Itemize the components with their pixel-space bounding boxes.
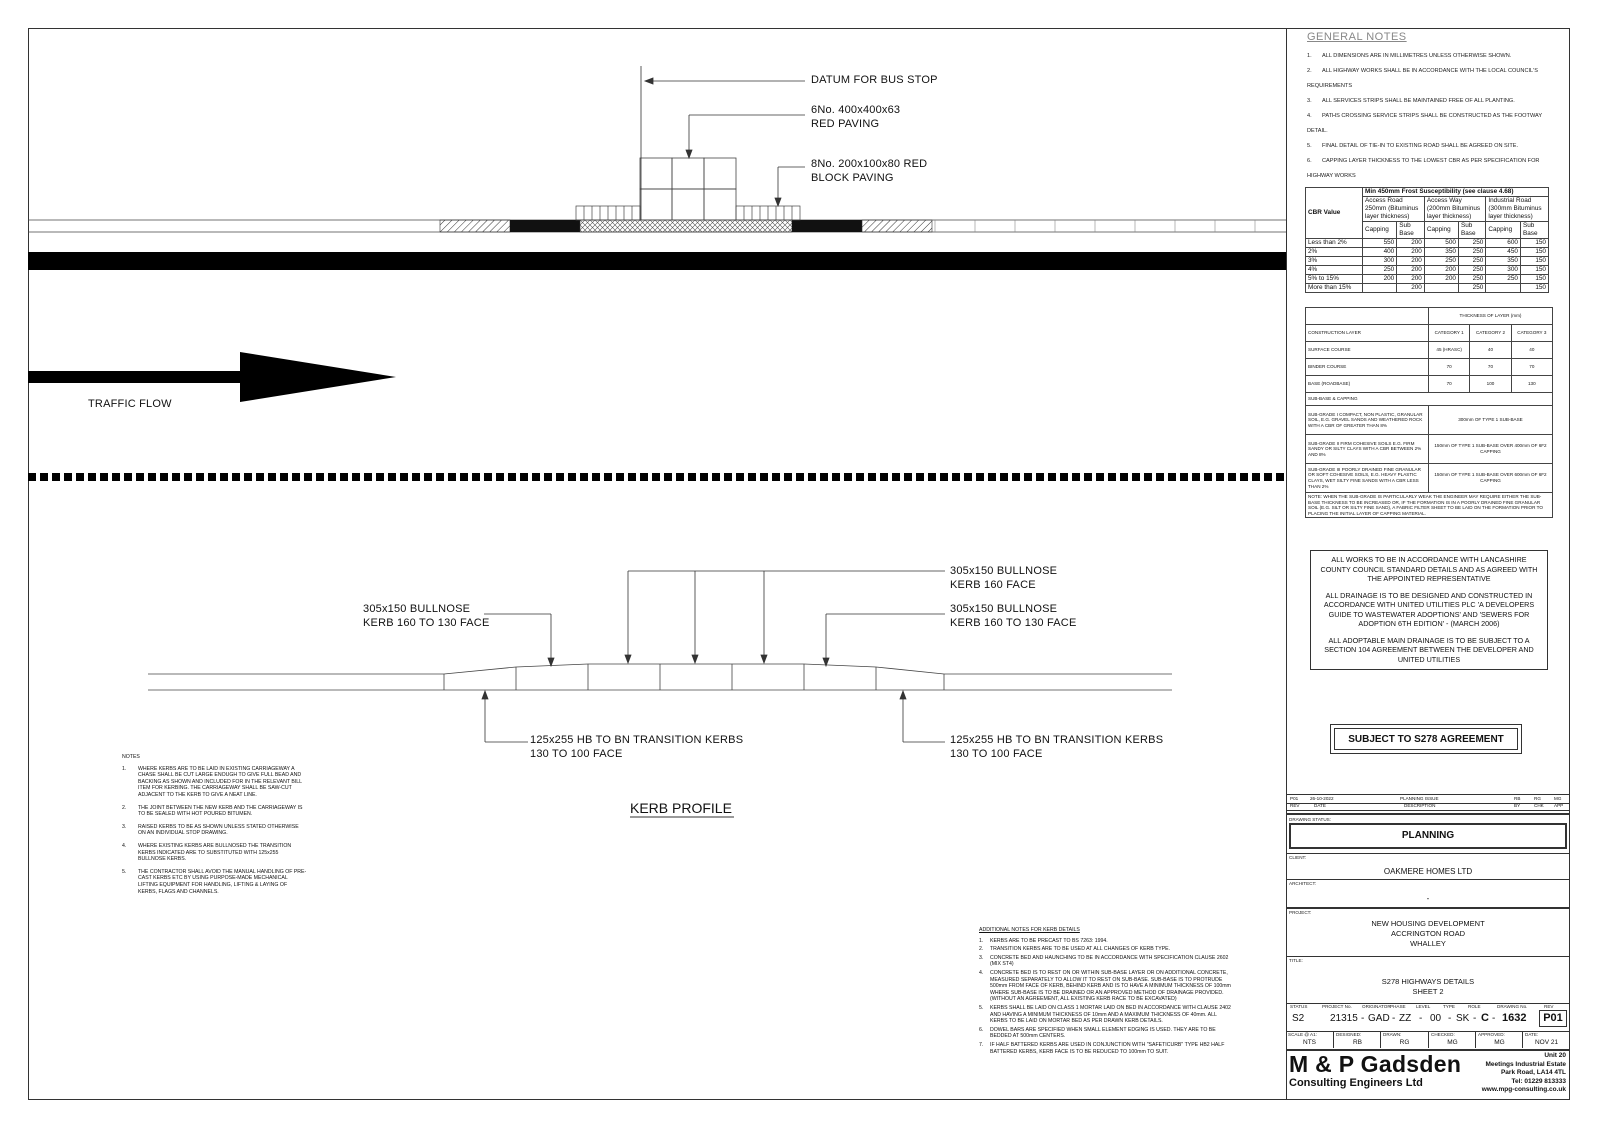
thickness-note-row — [1306, 493, 1553, 518]
cbr-subhead: Capping — [1486, 222, 1521, 239]
layer-name: BASE (ROADBASE) — [1306, 376, 1429, 393]
cbr-cell: 150 — [1520, 275, 1548, 284]
kerb-right-label: 305x150 BULLNOSE KERB 160 TO 130 FACE — [950, 603, 1077, 629]
cbr-cell: 200 — [1397, 257, 1425, 266]
general-note-item — [1307, 139, 1557, 154]
meta-header: SCALE @ A1: — [1288, 1032, 1317, 1037]
meta-value: RB — [1352, 1039, 1363, 1046]
subgrade-row — [1306, 435, 1553, 464]
construction-layer-header: CONSTRUCTION LAYER — [1306, 325, 1429, 342]
code-header: PROJECT No. — [1322, 1004, 1352, 1009]
kerb-top-label: 305x150 BULLNOSE KERB 160 FACE — [950, 565, 1058, 591]
cbr-cell: 200 — [1397, 266, 1425, 275]
layer-value: 40 — [1511, 342, 1552, 359]
cbr-group-header: Access Way (200mm Bituminus layer thickness) — [1424, 197, 1485, 222]
cbr-row-header: CBR Value — [1306, 188, 1363, 239]
category-header: CATEGORY 1 — [1429, 325, 1470, 342]
note-text: CAPPING LAYER THICKNESS TO THE LOWEST CBR AS PER SPECIFICATION FOR HIGHWAY WORKS — [1307, 158, 1540, 179]
note-text: WHERE EXISTING KERBS ARE BULLNOSED THE TRANSITION KERBS INDICATED ARE TO SUBSTITUTED WITH 125x255 BULLNOSE KERBS. — [138, 842, 292, 863]
thickness-header: THICKNESS OF LAYER (mm) — [1429, 308, 1553, 325]
revision-table — [1286, 794, 1570, 810]
cbr-value: 5% to 15% — [1306, 275, 1363, 284]
note-item — [122, 843, 307, 863]
layer-value: 45 (HRASC) — [1429, 342, 1470, 359]
cbr-cell: 450 — [1486, 248, 1521, 257]
cbr-value: 4% — [1306, 266, 1363, 275]
note-number: 2. — [979, 946, 984, 953]
layer-value: 40 — [1470, 342, 1511, 359]
cbr-cell: 250 — [1458, 275, 1485, 284]
traffic-flow-arrow — [28, 352, 396, 402]
cbr-row — [1306, 239, 1549, 248]
drawing-title: S278 HIGHWAYS DETAILS SHEET 2 — [1381, 977, 1475, 996]
transition-right-label: 125x255 HB TO BN TRANSITION KERBS 130 TO 100 FACE — [950, 734, 1164, 760]
note-number: 4. — [979, 969, 984, 976]
kerb-profile-title: KERB PROFILE — [630, 800, 732, 816]
note-text: ALL SERVICES STRIPS SHALL BE MAINTAINED FREE OF ALL PLANTING. — [1322, 98, 1515, 104]
meta-value: MG — [1494, 1039, 1505, 1046]
layer-row — [1306, 376, 1553, 393]
note-text: CONCRETE BED AND HAUNCHING TO BE IN ACCORDANCE WITH SPECIFICATION CLAUSE 2602 (MIX ST4) — [990, 954, 1229, 968]
cbr-group-header: Industrial Road (300mm Bituminus layer thickness) — [1486, 197, 1549, 222]
cbr-cell: 250 — [1458, 257, 1485, 266]
note-number: 2. — [1307, 68, 1312, 74]
note-item — [122, 805, 307, 818]
cbr-cell: 150 — [1520, 257, 1548, 266]
accordance-notes-box: ALL WORKS TO BE IN ACCORDANCE WITH LANCASHIRE COUNTY COUNCIL STANDARD DETAILS AND AS AGREED WITH THE APPOINTED REPRESENTATIVE ALL DRAINAGE IS TO BE DESIGNED AND CONSTRUCTED IN ACCORDANCE WITH UNITED UTILITIES PLC 'A DEVELOPERS GUIDE TO WASTEWATER ADOPTIONS' AND 'SEWERS FOR ADOPTION 6TH EDITION' - (MARCH 2006) ALL ADOPTABLE MAIN DRAINAGE IS TO BE SUBJECT TO A SECTION 104 AGREEMENT BETWEEN THE DEVELOPER AND UNITED UTILITIES — [1310, 550, 1548, 670]
cbr-cell: 250 — [1458, 266, 1485, 275]
cbr-cell: 150 — [1520, 284, 1548, 293]
general-note-item — [1307, 109, 1557, 139]
general-note-item — [1307, 49, 1557, 64]
cbr-cell: 350 — [1424, 248, 1458, 257]
note-text: TRANSITION KERBS ARE TO BE USED AT ALL CHANGES OF KERB TYPE. — [990, 946, 1171, 953]
cbr-row — [1306, 284, 1549, 293]
note-item — [122, 869, 307, 895]
drawing-meta-row — [1286, 1032, 1570, 1048]
note-number: 5. — [122, 868, 127, 875]
carriageway-kerb-line — [28, 252, 1286, 270]
note-item — [122, 766, 307, 799]
note-item — [979, 938, 1234, 945]
layer-value: 70 — [1470, 359, 1511, 376]
code-header: LEVEL — [1416, 1004, 1431, 1009]
code-header: DRAWING No. — [1497, 1004, 1528, 1009]
note-item — [979, 970, 1234, 1003]
meta-cell — [1522, 1032, 1570, 1048]
cbr-cell: 300 — [1363, 257, 1397, 266]
layer-value: 70 — [1429, 376, 1470, 393]
cbr-cell: 350 — [1486, 257, 1521, 266]
meta-value: NTS — [1303, 1039, 1316, 1046]
plan-leaders — [641, 66, 805, 220]
note-number: 7. — [979, 1041, 984, 1048]
cbr-table — [1305, 187, 1549, 293]
subgrade-spec: 300mm OF TYPE 1 SUB-BASE — [1429, 406, 1553, 435]
revision-row: P01 26-10-2022 PLANNING ISSUE RB RG MG — [1286, 794, 1570, 804]
note-text: KERBS SHALL BE LAID ON CLASS 1 MORTAR LAID ON BED IN ACCORDANCE WITH CLAUSE 2402 AND HAVING A MINIMUM THICKNESS OF 10mm AND A MAXIMUM THICKNESS OF 40mm. ALL KERBS TO BE LAID ON MORTAR BED AS PER DRAWN KERB DETAILS. — [990, 1004, 1231, 1025]
meta-header: DATE: — [1525, 1032, 1539, 1037]
layer-value: 100 — [1470, 376, 1511, 393]
note-number: 5. — [1307, 143, 1312, 149]
note-number: 3. — [122, 823, 127, 830]
subgrade-desc: SUB-GRADE II FIRM COHESIVE SOILS E.G. FIRM SANDY OR SILTY CLAYS WITH A CBR BETWEEN 2% AND 8% — [1306, 435, 1429, 464]
meta-header: DESIGNED: — [1336, 1032, 1362, 1037]
cbr-cell: 300 — [1486, 266, 1521, 275]
general-notes-block: GENERAL NOTES 1. ALL DIMENSIONS ARE IN MILLIMETRES UNLESS OTHERWISE SHOWN. 2. ALL HIGHWAY WORKS SHALL BE IN ACCORDANCE WITH THE LOCAL COUNCIL'S REQUIREMENTS 3. ALL SERVICES STRIPS SHALL BE MAINTAINED FREE OF ALL PLANTING. 4. PATHS CROSSING SERVICE STRIPS SHALL BE CONSTRUCTED AS THE FOOTWAY DETAIL. 5. FINAL DETAIL OF TIE-IN TO EXISTING ROAD SHALL BE AGREED ON SITE. 6. CAPPING LAYER THICKNESS TO THE LOWEST CBR AS PER SPECIFICATION FOR HIGHWAY WORKS — [1307, 31, 1557, 184]
cbr-table-body — [1306, 188, 1549, 293]
architect-name: - — [1426, 894, 1430, 903]
cbr-row — [1306, 248, 1549, 257]
meta-header: APPROVED: — [1478, 1032, 1505, 1037]
block-paving-label: 8No. 200x100x80 RED BLOCK PAVING — [811, 158, 928, 184]
traffic-flow-label: TRAFFIC FLOW — [88, 398, 172, 410]
drawing-number: S2 21315 - GAD - ZZ - 00 - SK - C - 1632 P01 — [1286, 1011, 1570, 1028]
cbr-row — [1306, 266, 1549, 275]
subbase-heading-row — [1306, 393, 1553, 406]
cbr-cell: 600 — [1486, 239, 1521, 248]
note-text: CONCRETE BED IS TO REST ON OR WITHIN SUB-BASE LAYER OR ON ADDITIONAL CONCRETE, MEASURED SEPARATELY TO ALLOW IT TO REST ON SUB-BASE. SUB-BASE IS TO PROTRUDE 500mm FROM FACE OF KERB, BEHIND KERB AND IS TO HAVE A MINIMUM THICKNESS OF 100mm WHERE SUB-BASE IS TO BE DRAINED OR AN APPROVED METHOD OF DRAINAGE PROVIDED. (WITHOUT AN AGREEMENT, ALL EXISTING KERB RACE TO BE EXCAVATED) — [990, 969, 1231, 1003]
cbr-cell: 400 — [1363, 248, 1397, 257]
note-number: 3. — [1307, 98, 1312, 104]
layer-row — [1306, 359, 1553, 376]
cbr-cell — [1424, 284, 1458, 293]
code-header: ROLE — [1468, 1004, 1481, 1009]
notes-list — [122, 766, 307, 896]
note-number: 1. — [1307, 53, 1312, 59]
hatched-kerb-left — [440, 220, 510, 232]
note-number: 2. — [122, 804, 127, 811]
additional-notes-list — [979, 938, 1234, 1056]
meta-cell — [1333, 1032, 1381, 1048]
additional-notes-block: ADDITIONAL NOTES FOR KERB DETAILS 1. KERBS ARE TO BE PRECAST TO BS 7263: 1994. 2. TRANSITION KERBS ARE TO BE USED AT ALL CHANGES OF KERB TYPE. 3. CONCRETE BED AND HAUNCHING TO BE IN ACCORDANCE WITH SPECIFICATION CLAUSE 2602 (MIX ST4) 4. CONCRETE BED IS TO REST ON OR WITHIN SUB-BASE LAYER OR ON ADDITIONAL CONCRETE, MEASURED SEPARATELY TO ALLOW IT TO REST ON SUB-BASE. SUB-BASE IS TO PROTRUDE 500mm FROM FACE OF KERB, BEHIND KERB AND IS TO HAVE A MINIMUM THICKNESS OF 100mm WHERE SUB-BASE IS TO BE DRAINED OR AN APPROVED METHOD OF DRAINAGE PROVIDED. (WITHOUT AN AGREEMENT, ALL EXISTING KERB RACE TO BE EXCAVATED) 5. KERBS SHALL BE LAID ON CLASS 1 MORTAR LAID ON BED IN ACCORDANCE WITH CLAUSE 2402 AND HAVING A MINIMUM THICKNESS OF 10mm AND A MAXIMUM THICKNESS OF 40mm. ALL KERBS TO BE LAID ON MORTAR BED AS PER DRAWN KERB DETAILS. 6. DOWEL BARS ARE SPECIFIED WHEN SMALL ELEMENT EDGING IS USED. THEY ARE TO BE BEDDED AT 500mm CENTERS. 7. IF HALF BATTERED KERBS ARE USED IN CONJUNCTION WITH "SAFETICURB" TYPE HB2 HALF BATTERED KERBS, KERB FACE IS TO BE REDUCED TO 100mm TO SUIT. — [979, 927, 1234, 1057]
thickness-header-row — [1306, 308, 1553, 325]
note-number: 4. — [122, 842, 127, 849]
note-text: WHERE KERBS ARE TO BE LAID IN EXISTING CARRIAGEWAY A CHASE SHALL BE CUT LARGE ENOUGH TO GIVE FULL BEAD AND BACKING AS SHOWN AND INCLUDED FOR IN THE RELEVANT BILL ITEM FOR KERBING. THE CARRIAGEWAY SHALL BE SAW-CUT ADJACENT TO THE KERB TO GIVE A NEAT LINE. — [138, 765, 302, 798]
code-header: REV — [1544, 1004, 1554, 1009]
meta-header: CHECKED: — [1431, 1032, 1455, 1037]
note-number: 1. — [122, 765, 127, 772]
cbr-cell — [1363, 284, 1397, 293]
cbr-value: 3% — [1306, 257, 1363, 266]
general-note-item — [1307, 94, 1557, 109]
layer-value: 70 — [1429, 359, 1470, 376]
profile-leaders — [482, 571, 945, 742]
kerb-solid-right — [792, 220, 862, 232]
meta-cell — [1380, 1032, 1428, 1048]
revision-headers: REV DATE DESCRIPTION BY CHK APP — [1286, 802, 1570, 811]
note-text: RAISED KERBS TO BE AS SHOWN UNLESS STATED OTHERWISE ON AN INDIVIDUAL STOP DRAWING. — [138, 823, 299, 837]
meta-value: NOV 21 — [1534, 1039, 1559, 1046]
note-number: 5. — [979, 1004, 984, 1011]
cbr-cell: 250 — [1458, 248, 1485, 257]
cbr-value: 2% — [1306, 248, 1363, 257]
note-text: ALL HIGHWAY WORKS SHALL BE IN ACCORDANCE WITH THE LOCAL COUNCIL'S REQUIREMENTS — [1307, 68, 1538, 89]
layer-value: 130 — [1511, 376, 1552, 393]
cbr-header-row — [1306, 188, 1549, 197]
note-number: 6. — [979, 1026, 984, 1033]
code-header: TYPE — [1443, 1004, 1455, 1009]
thickness-note: NOTE: WHEN THE SUB-GRADE IS PARTICULARLY WEAK THE ENGINEER MAY REQUIRE EITHER THE SUB-BASE THICKNESS TO BE INCREASED OR, IF THE FORMATION IS IN A POORLY DRAINED FINE GRANULAR SOIL (E.G. SILT OR SILTY FINE SAND), A FABRIC FILTER SHEET TO BE LAID ON THE FORMATION PRIOR TO PLACING THE INITIAL LAYER OF CAPPING MATERIAL. — [1306, 493, 1553, 518]
code-header: ORIGINATOR — [1362, 1004, 1391, 1009]
note-number: 3. — [979, 954, 984, 961]
code-header: STATUS — [1290, 1004, 1308, 1009]
category-header: CATEGORY 3 — [1511, 325, 1552, 342]
subgrade-desc: SUB-GRADE III POORLY DRAINED FINE GRANULAR OR SOFT COHESIVE SOILS, E.G. HEAVY PLASTIC CLAYS, WET SILTY FINE SANDS WITH A CBR LESS THAN 2% — [1306, 464, 1429, 493]
note-number: 1. — [979, 937, 984, 944]
datum-label: DATUM FOR BUS STOP — [811, 74, 938, 86]
subgrade-row — [1306, 406, 1553, 435]
general-note-item — [1307, 154, 1557, 184]
cbr-cell — [1486, 284, 1521, 293]
block-paving-strip — [580, 220, 792, 232]
note-text: FINAL DETAIL OF TIE-IN TO EXISTING ROAD SHALL BE AGREED ON SITE. — [1322, 143, 1519, 149]
meta-cell — [1475, 1032, 1523, 1048]
cbr-group-header: Access Road 250mm (Bituminus layer thickness) — [1363, 197, 1425, 222]
cbr-cell: 150 — [1520, 239, 1548, 248]
note-text: THE CONTRACTOR SHALL AVOID THE MANUAL HANDLING OF PRE-CAST KERBS ETC BY USING PURPOSE-MADE MECHANICAL LIFTING EQUIPMENT FOR HANDLING, LIFTING & LAYING OF KERBS, FLAGS AND CHANNELS. — [138, 868, 307, 895]
cbr-subhead: Sub Base — [1397, 222, 1425, 239]
note-item — [979, 955, 1234, 968]
kerb-left-label: 305x150 BULLNOSE KERB 160 TO 130 FACE — [363, 603, 490, 629]
cbr-cell: 200 — [1424, 275, 1458, 284]
layer-name: SURFACE COURSE — [1306, 342, 1429, 359]
cbr-cell: 200 — [1363, 275, 1397, 284]
subgrade-row — [1306, 464, 1553, 493]
title-block: DRAWING STATUS: PLANNING CLIENT: OAKMERE HOMES LTD ARCHITECT: - PROJECT: NEW HOUSING DEVELOPMENT ACCRINGTON ROAD WHALLEY TITLE: S278 HIGHWAYS DETAILS SHEET 2 STATUS PROJECT No. ORIGINATOR PHASE LEVEL TYPE ROLE DRAWING No. REV S2 21315 - GAD - ZZ - 00 - SK - C - 1632 P01 SCALE @ A1: NTS DESIGNED: RB DRAWN: RG CHECKED: MG APPROVED: MG DATE: NOV 21 M & P Gadsden Consulting Engineers Ltd Unit 20 Meetings Industrial Estate Park Road, LA14 4TL Tel: 01229 813333 www.mpg-consulting.co.uk — [1286, 813, 1570, 1102]
layer-row — [1306, 342, 1553, 359]
note-text: PATHS CROSSING SERVICE STRIPS SHALL BE CONSTRUCTED AS THE FOOTWAY DETAIL. — [1307, 113, 1542, 134]
cbr-subhead: Capping — [1424, 222, 1458, 239]
red-paving-label: 6No. 400x400x63 RED PAVING — [811, 104, 901, 130]
hatched-kerb-right — [862, 220, 932, 232]
subgrade-spec: 150mm OF TYPE 1 SUB-BASE OVER 600mm OF 6F2 CAPPING — [1429, 464, 1553, 493]
note-text: KERBS ARE TO BE PRECAST TO BS 7263: 1994. — [990, 937, 1108, 944]
note-text: DOWEL BARS ARE SPECIFIED WHEN SMALL ELEMENT EDGING IS USED. THEY ARE TO BE BEDDED AT 500mm CENTERS. — [990, 1026, 1216, 1040]
cbr-cell: 200 — [1397, 248, 1425, 257]
subgrade-spec: 150mm OF TYPE 1 SUB-BASE OVER 400mm OF 6F2 CAPPING — [1429, 435, 1553, 464]
client-name: OAKMERE HOMES LTD — [1383, 867, 1473, 876]
meta-value: RG — [1399, 1039, 1410, 1046]
cbr-cell: 250 — [1363, 266, 1397, 275]
cbr-subhead: Sub Base — [1520, 222, 1548, 239]
project-name: NEW HOUSING DEVELOPMENT ACCRINGTON ROAD WHALLEY — [1371, 919, 1485, 948]
cbr-value: More than 15% — [1306, 284, 1363, 293]
company-logo-name: M & P Gadsden — [1289, 1051, 1462, 1077]
subgrade-desc: SUB-GRADE I COMPACT, NON PLASTIC, GRANULAR SOIL, E.G. GRAVEL SANDS AND WEATHERED ROCK WITH A CBR OF GREATER THAN 8% — [1306, 406, 1429, 435]
cbr-value: Less than 2% — [1306, 239, 1363, 248]
note-text: ALL DIMENSIONS ARE IN MILLIMETRES UNLESS OTHERWISE SHOWN. — [1322, 53, 1512, 59]
meta-cell — [1428, 1032, 1476, 1048]
note-number: 6. — [1307, 158, 1312, 164]
meta-header: DRAWN: — [1383, 1032, 1402, 1037]
cbr-super-header: Min 450mm Frost Susceptibility (see clause 4.68) — [1363, 188, 1549, 197]
general-note-item — [1307, 64, 1557, 94]
cbr-subhead: Capping — [1363, 222, 1397, 239]
company-subtitle: Consulting Engineers Ltd — [1289, 1077, 1423, 1089]
category-row — [1306, 325, 1553, 342]
layer-thickness-table — [1305, 307, 1553, 518]
note-number: 4. — [1307, 113, 1312, 119]
note-item — [979, 1027, 1234, 1040]
cbr-cell: 200 — [1397, 275, 1425, 284]
drawing-status: PLANNING — [1289, 823, 1567, 849]
notes-block: NOTES 1. WHERE KERBS ARE TO BE LAID IN EXISTING CARRIAGEWAY A CHASE SHALL BE CUT LARGE ENOUGH TO GIVE FULL BEAD AND BACKING AS SHOWN AND INCLUDED FOR IN THE RELEVANT BILL ITEM FOR KERBING. THE CARRIAGEWAY SHALL BE SAW-CUT ADJACENT TO THE KERB TO GIVE A NEAT LINE. 2. THE JOINT BETWEEN THE NEW KERB AND THE CARRIAGEWAY IS TO BE SEALED WITH HOT POURED BITUMEN. 3. RAISED KERBS TO BE AS SHOWN UNLESS STATED OTHERWISE ON AN INDIVIDUAL STOP DRAWING. 4. WHERE EXISTING KERBS ARE BULLNOSED THE TRANSITION KERBS INDICATED ARE TO SUBSTITUTED WITH 125x255 BULLNOSE KERBS. 5. THE CONTRACTOR SHALL AVOID THE MANUAL HANDLING OF PRE-CAST KERBS ETC BY USING PURPOSE-MADE MECHANICAL LIFTING EQUIPMENT FOR HANDLING, LIFTING & LAYING OF KERBS, FLAGS AND CHANNELS. — [122, 754, 307, 895]
note-text: THE JOINT BETWEEN THE NEW KERB AND THE CARRIAGEWAY IS TO BE SEALED WITH HOT POURED BITUMEN. — [138, 804, 303, 818]
cbr-cell: 250 — [1458, 284, 1485, 293]
cbr-cell: 250 — [1458, 239, 1485, 248]
block-paving-blocks — [576, 206, 800, 220]
cbr-cell: 250 — [1424, 257, 1458, 266]
transition-left-label: 125x255 HB TO BN TRANSITION KERBS 130 TO 100 FACE — [530, 734, 744, 760]
cbr-row — [1306, 257, 1549, 266]
cbr-cell: 200 — [1397, 239, 1425, 248]
layer-thickness-body — [1306, 308, 1553, 518]
company-address: Unit 20 Meetings Industrial Estate Park Road, LA14 4TL Tel: 01229 813333 www.mpg-consulting.co.uk — [1481, 1052, 1566, 1094]
blank-cell — [1306, 308, 1429, 325]
cbr-cell: 150 — [1520, 248, 1548, 257]
layer-value: 70 — [1511, 359, 1552, 376]
cbr-cell: 150 — [1520, 266, 1548, 275]
category-header: CATEGORY 2 — [1470, 325, 1511, 342]
meta-value: MG — [1447, 1039, 1458, 1046]
note-item — [979, 1042, 1234, 1055]
cbr-cell: 500 — [1424, 239, 1458, 248]
subbase-heading: SUB-BASE & CAPPING — [1306, 393, 1553, 406]
kerb-solid-left — [510, 220, 580, 232]
layer-name: BINDER COURSE — [1306, 359, 1429, 376]
note-item — [979, 946, 1234, 953]
s278-outer — [1330, 724, 1522, 754]
cbr-row — [1306, 275, 1549, 284]
cbr-cell: 200 — [1397, 284, 1425, 293]
note-text: IF HALF BATTERED KERBS ARE USED IN CONJUNCTION WITH "SAFETICURB" TYPE HB2 HALF BATTERED KERBS, KERB FACE IS TO BE REDUCED TO 100mm TO SUIT. — [990, 1041, 1225, 1055]
meta-cell — [1286, 1032, 1333, 1048]
cbr-cell: 550 — [1363, 239, 1397, 248]
drawing-code-headers — [1286, 1004, 1570, 1011]
general-notes-list — [1307, 49, 1557, 184]
code-header: PHASE — [1390, 1004, 1406, 1009]
s278-agreement-label: SUBJECT TO S278 AGREEMENT — [1334, 728, 1518, 750]
red-paving-slabs — [640, 158, 736, 220]
kerb-profile-elevation — [148, 664, 1172, 690]
note-item — [122, 824, 307, 837]
cbr-cell: 250 — [1486, 275, 1521, 284]
note-item — [979, 1005, 1234, 1025]
cbr-subhead: Sub Base — [1458, 222, 1485, 239]
cbr-cell: 200 — [1424, 266, 1458, 275]
